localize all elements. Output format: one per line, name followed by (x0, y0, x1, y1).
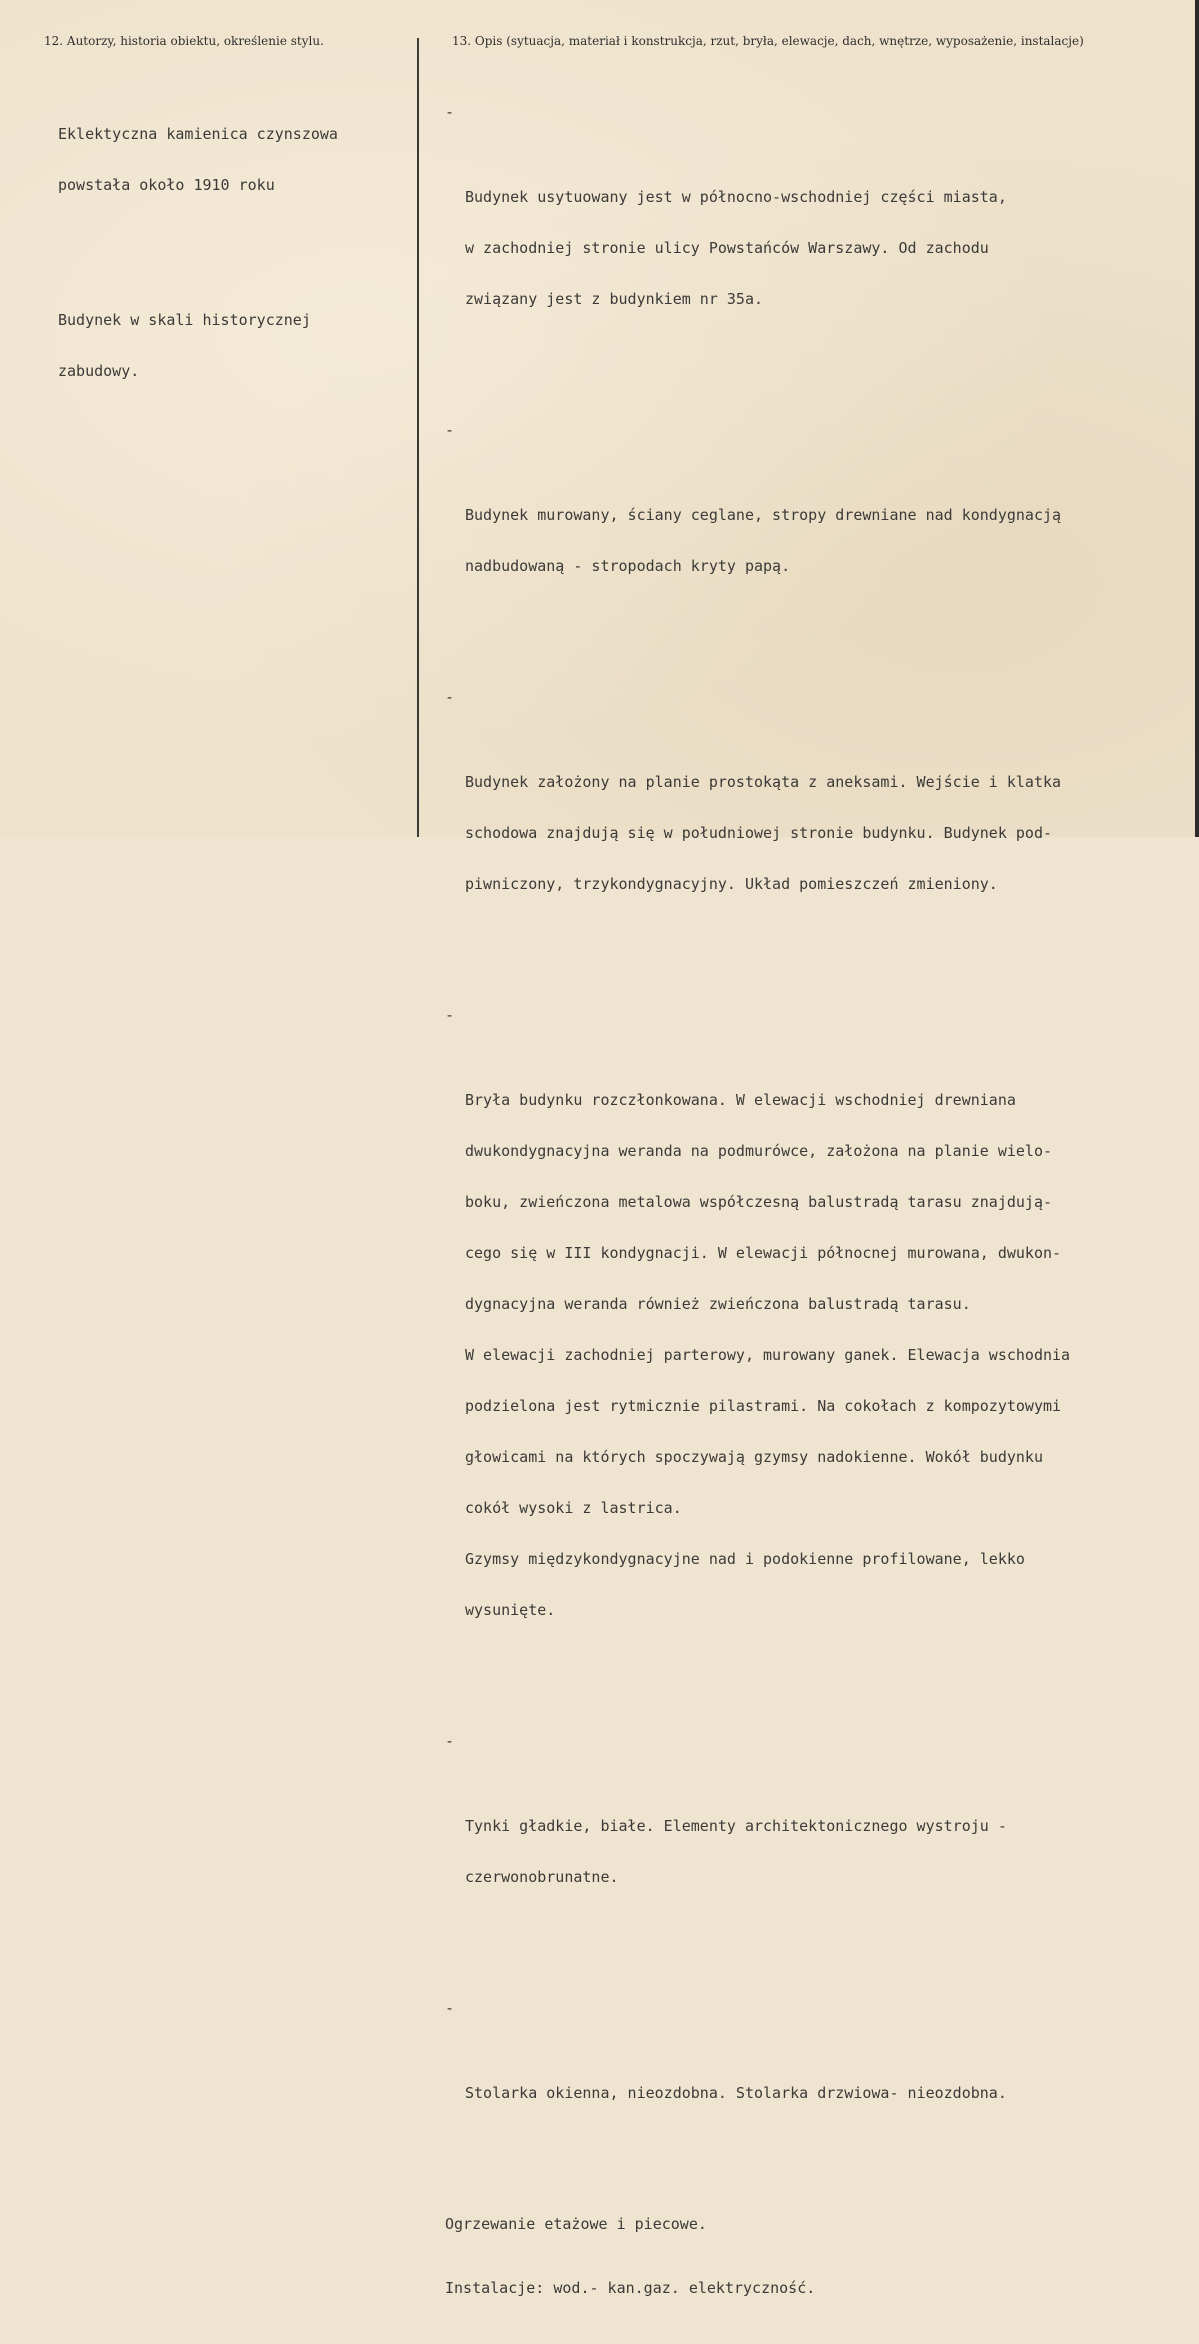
installations-line: Instalacje: wod.- kan.gaz. elektryczność. (445, 2279, 816, 2297)
text-line: powstała około 1910 roku (58, 176, 275, 194)
text-line: związany jest z budynkiem nr 35a. (465, 290, 764, 308)
section-13-header: 13. Opis (sytuacja, materiał i konstrukcja, rzut, bryła, elewacje, dach, wnętrze, wyposażenie, instalacje) (452, 34, 1084, 48)
text-line: czerwonobrunatne. (465, 1868, 619, 1886)
text-line: Budynek usytuowany jest w północno-wschodniej części miasta, (465, 188, 1007, 206)
text-line: Bryła budynku rozczłonkowana. W elewacji wschodniej drewniana (465, 1091, 1016, 1109)
text-line: Budynek założony na planie prostokąta z aneksami. Wejście i klatka (465, 773, 1062, 791)
section-12-header: 12. Autorzy, historia obiektu, określenie stylu. (44, 34, 324, 48)
description-item-plaster (445, 1733, 1070, 1954)
bullet-dash: - (445, 421, 455, 439)
text-line: Stolarka okienna, nieozdobna. Stolarka drzwiowa- nieozdobna. (465, 2084, 1007, 2102)
style-paragraph (58, 92, 338, 228)
text-line: Eklektyczna kamienica czynszowa (58, 125, 338, 143)
description-item-joinery (445, 2000, 1070, 2170)
text-line: podzielona jest rytmicznie pilastrami. Na cokołach z kompozytowymi (465, 1397, 1062, 1415)
bullet-dash: - (445, 1999, 455, 2017)
scale-paragraph (58, 278, 338, 414)
heating-line: Ogrzewanie etażowe i piecowe. (445, 2215, 707, 2233)
scan-edge (1195, 0, 1199, 837)
text-line: w zachodniej stronie ulicy Powstańców Warszawy. Od zachodu (465, 239, 989, 257)
text-line: Gzymsy międzykondygnacyjne nad i podokienne profilowane, lekko (465, 1550, 1025, 1568)
text-line: boku, zwieńczona metalowa współczesną balustradą tarasu znajdują- (465, 1193, 1052, 1211)
bullet-dash: - (445, 1006, 455, 1024)
description-item-construction (445, 422, 1070, 643)
column-divider (417, 38, 419, 837)
text-line: Budynek murowany, ściany ceglane, stropy drewniane nad kondygnacją (465, 506, 1062, 524)
text-line: głowicami na których spoczywają gzymsy nadokienne. Wokół budynku (465, 1448, 1043, 1466)
text-line: wysunięte. (465, 1601, 556, 1619)
bullet-dash: - (445, 1732, 455, 1750)
section-13-content (445, 70, 1070, 2344)
text-line: piwniczony, trzykondygnacyjny. Układ pomieszczeń zmieniony. (465, 875, 998, 893)
bullet-dash: - (445, 103, 455, 121)
text-line: nadbudowaną - stropodach kryty papą. (465, 557, 791, 575)
text-line: cokół wysoki z lastrica. (465, 1499, 682, 1517)
text-line: W elewacji zachodniej parterowy, murowany ganek. Elewacja wschodnia (465, 1346, 1071, 1364)
description-item-location (445, 104, 1070, 376)
bullet-dash: - (445, 688, 455, 706)
text-line: cego się w III kondygnacji. W elewacji północnej murowana, dwukon- (465, 1244, 1062, 1262)
text-line: schodowa znajdują się w południowej stronie budynku. Budynek pod- (465, 824, 1052, 842)
description-item-plan (445, 689, 1070, 961)
text-line: Tynki gładkie, białe. Elementy architektonicznego wystroju - (465, 1817, 1007, 1835)
section-12-content (58, 58, 338, 464)
text-line: dygnacyjna weranda również zwieńczona balustradą tarasu. (465, 1295, 971, 1313)
text-line: zabudowy. (58, 362, 140, 380)
text-line: Budynek w skali historycznej (58, 311, 311, 329)
text-line: dwukondygnacyjna weranda na podmurówce, założona na planie wielo- (465, 1142, 1052, 1160)
description-item-massing (445, 1007, 1070, 1687)
